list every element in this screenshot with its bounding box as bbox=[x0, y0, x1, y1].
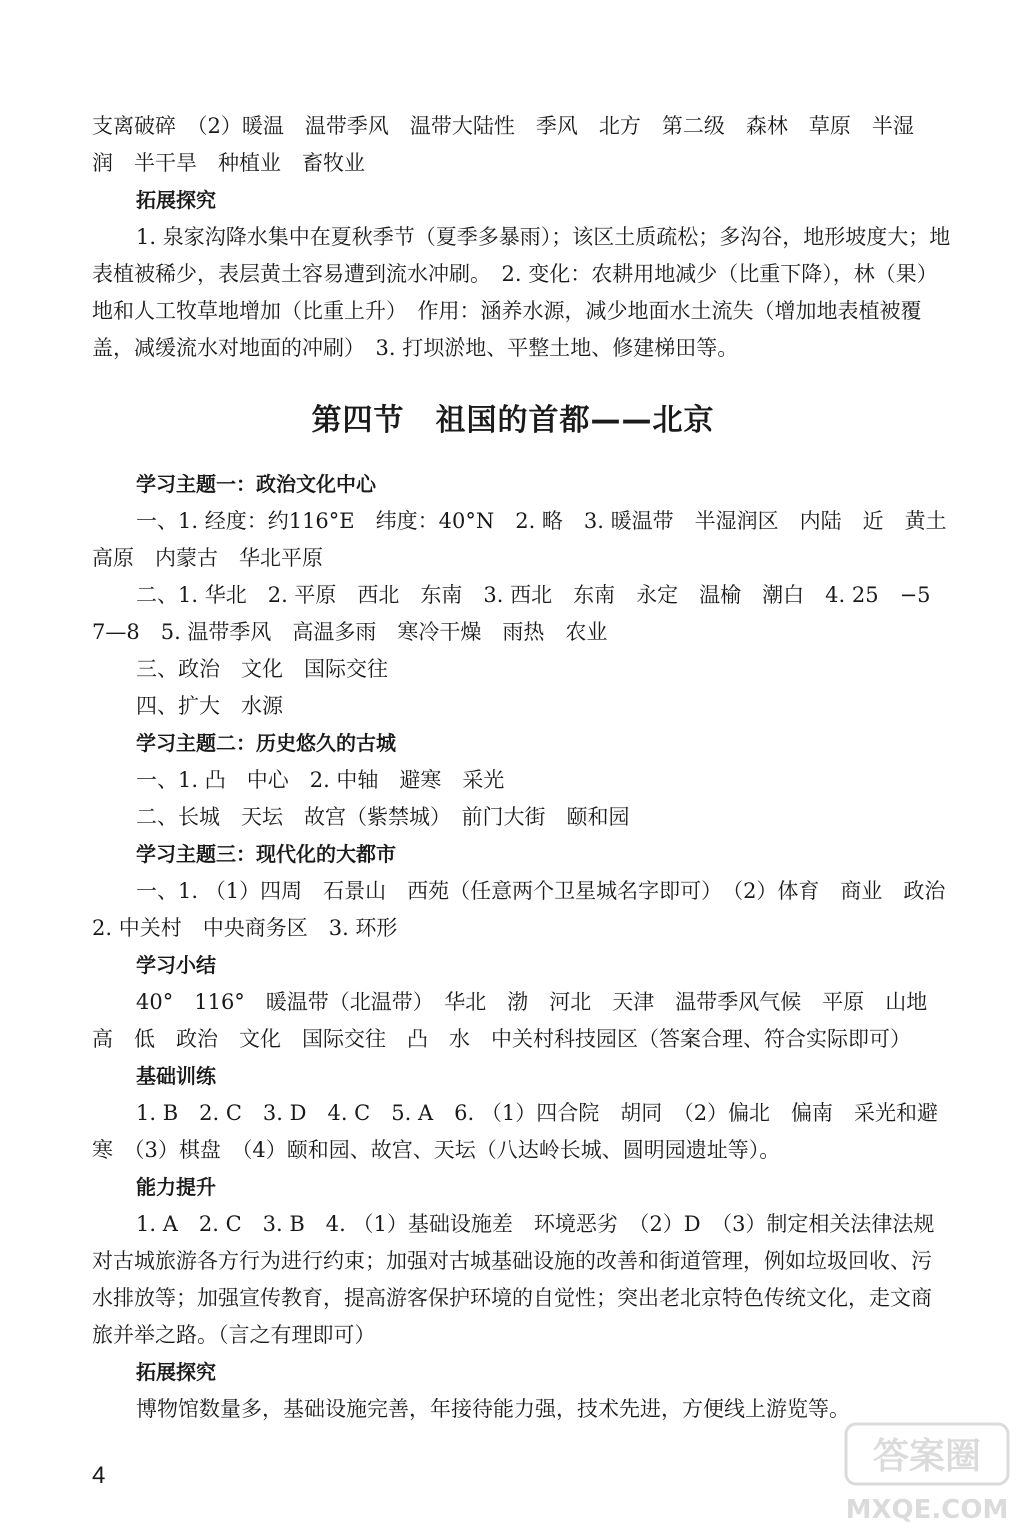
heading-explore: 拓展探究 bbox=[136, 188, 216, 212]
explore2-text: 博物馆数量多，基础设施完善，年接待能力强，技术先进，方便线上游览等。 bbox=[136, 1397, 850, 1421]
ability-text: 1. A 2. C 3. B 4. （1）基础设施差 环境恶劣 （2）D （3）制定相关法律法规对古城旅游各方行为进行约束；加强对古城基础设施的改善和街道管理，例如垃圾回收、污水排放等；加强宣传教育，提高游客保护环境的自觉性；突出老北京特色传统文化，走文商旅并举之路。（言之有理即可） bbox=[92, 1212, 935, 1347]
summary-heading: 学习小结 bbox=[136, 953, 216, 977]
topic1-item: 一、1. 经度：约116°E 纬度：40°N 2. 略 3. 暖温带 半湿润区 内陆 近 黄土高原 内蒙古 华北平原 bbox=[92, 509, 947, 570]
topic2-item: 二、长城 天坛 故宫（紫禁城） 前门大街 颐和园 bbox=[136, 805, 630, 829]
basic-heading: 基础训练 bbox=[136, 1064, 216, 1088]
answer-line: 支离破碎 （2）暖温 温带季风 温带大陆性 季风 北方 第二级 森林 草原 半湿 bbox=[92, 114, 914, 138]
summary-text: 40° 116° 暖温带（北温带） 华北 渤 河北 天津 温带季风气候 平原 山地 高 低 政治 文化 国际交往 凸 水 中关村科技园区（答案合理、符合实际即可） bbox=[92, 990, 949, 1051]
topic3-heading: 学习主题三：现代化的大都市 bbox=[136, 842, 396, 866]
topic1-item: 三、政治 文化 国际交往 bbox=[136, 657, 388, 681]
topic1-item: 二、1. 华北 2. 平原 西北 东南 3. 西北 东南 永定 温榆 潮白 4. 25 −5 7—8 5. 温带季风 高温多雨 寒冷干燥 雨热 农业 bbox=[92, 583, 952, 644]
watermark-top-text: 答案圈 bbox=[872, 1436, 982, 1477]
answer-line: 润 半干旱 种植业 畜牧业 bbox=[92, 151, 365, 175]
topic1-heading: 学习主题一：政治文化中心 bbox=[136, 472, 376, 496]
section-title: 第四节 祖国的首都——北京 bbox=[311, 403, 715, 438]
watermark-bottom-text: MXQE.COM bbox=[845, 1495, 1009, 1525]
explore2-heading: 拓展探究 bbox=[136, 1360, 216, 1384]
main-section bbox=[92, 466, 967, 1428]
ability-heading: 能力提升 bbox=[136, 1175, 216, 1199]
watermark-logo bbox=[842, 1420, 1012, 1530]
page-number: 4 bbox=[92, 1462, 106, 1489]
topic1-item: 四、扩大 水源 bbox=[136, 694, 283, 718]
topic2-item: 一、1. 凸 中心 2. 中轴 避寒 采光 bbox=[136, 768, 505, 792]
top-section bbox=[92, 108, 952, 367]
basic-text: 1. B 2. C 3. D 4. C 5. A 6. （1）四合院 胡同 （2）偏北 偏南 采光和避寒 （3）棋盘 （4）颐和园、故宫、天坛（八达岭长城、圆明园遗址等）。 bbox=[92, 1101, 939, 1162]
explore-text: 1. 泉家沟降水集中在夏秋季节（夏季多暴雨）；该区土质疏松；多沟谷，地形坡度大；地表植被稀少，表层黄土容易遭到流水冲刷。 2. 变化：农耕用地减少（比重下降），林（果）地和人工牧草地增加（比重上升） 作用：涵养水源，减少地面水土流失（增加地表植被覆盖，减缓流水对地面的冲刷） 3. 打坝淤地、平整土地、修建梯田等。 bbox=[92, 225, 951, 360]
topic3-item: 一、1. （1）四周 石景山 西苑（任意两个卫星城名字即可） （2）体育 商业 政治 2. 中关村 中央商务区 3. 环形 bbox=[92, 879, 967, 940]
topic2-heading: 学习主题二：历史悠久的古城 bbox=[136, 731, 396, 755]
